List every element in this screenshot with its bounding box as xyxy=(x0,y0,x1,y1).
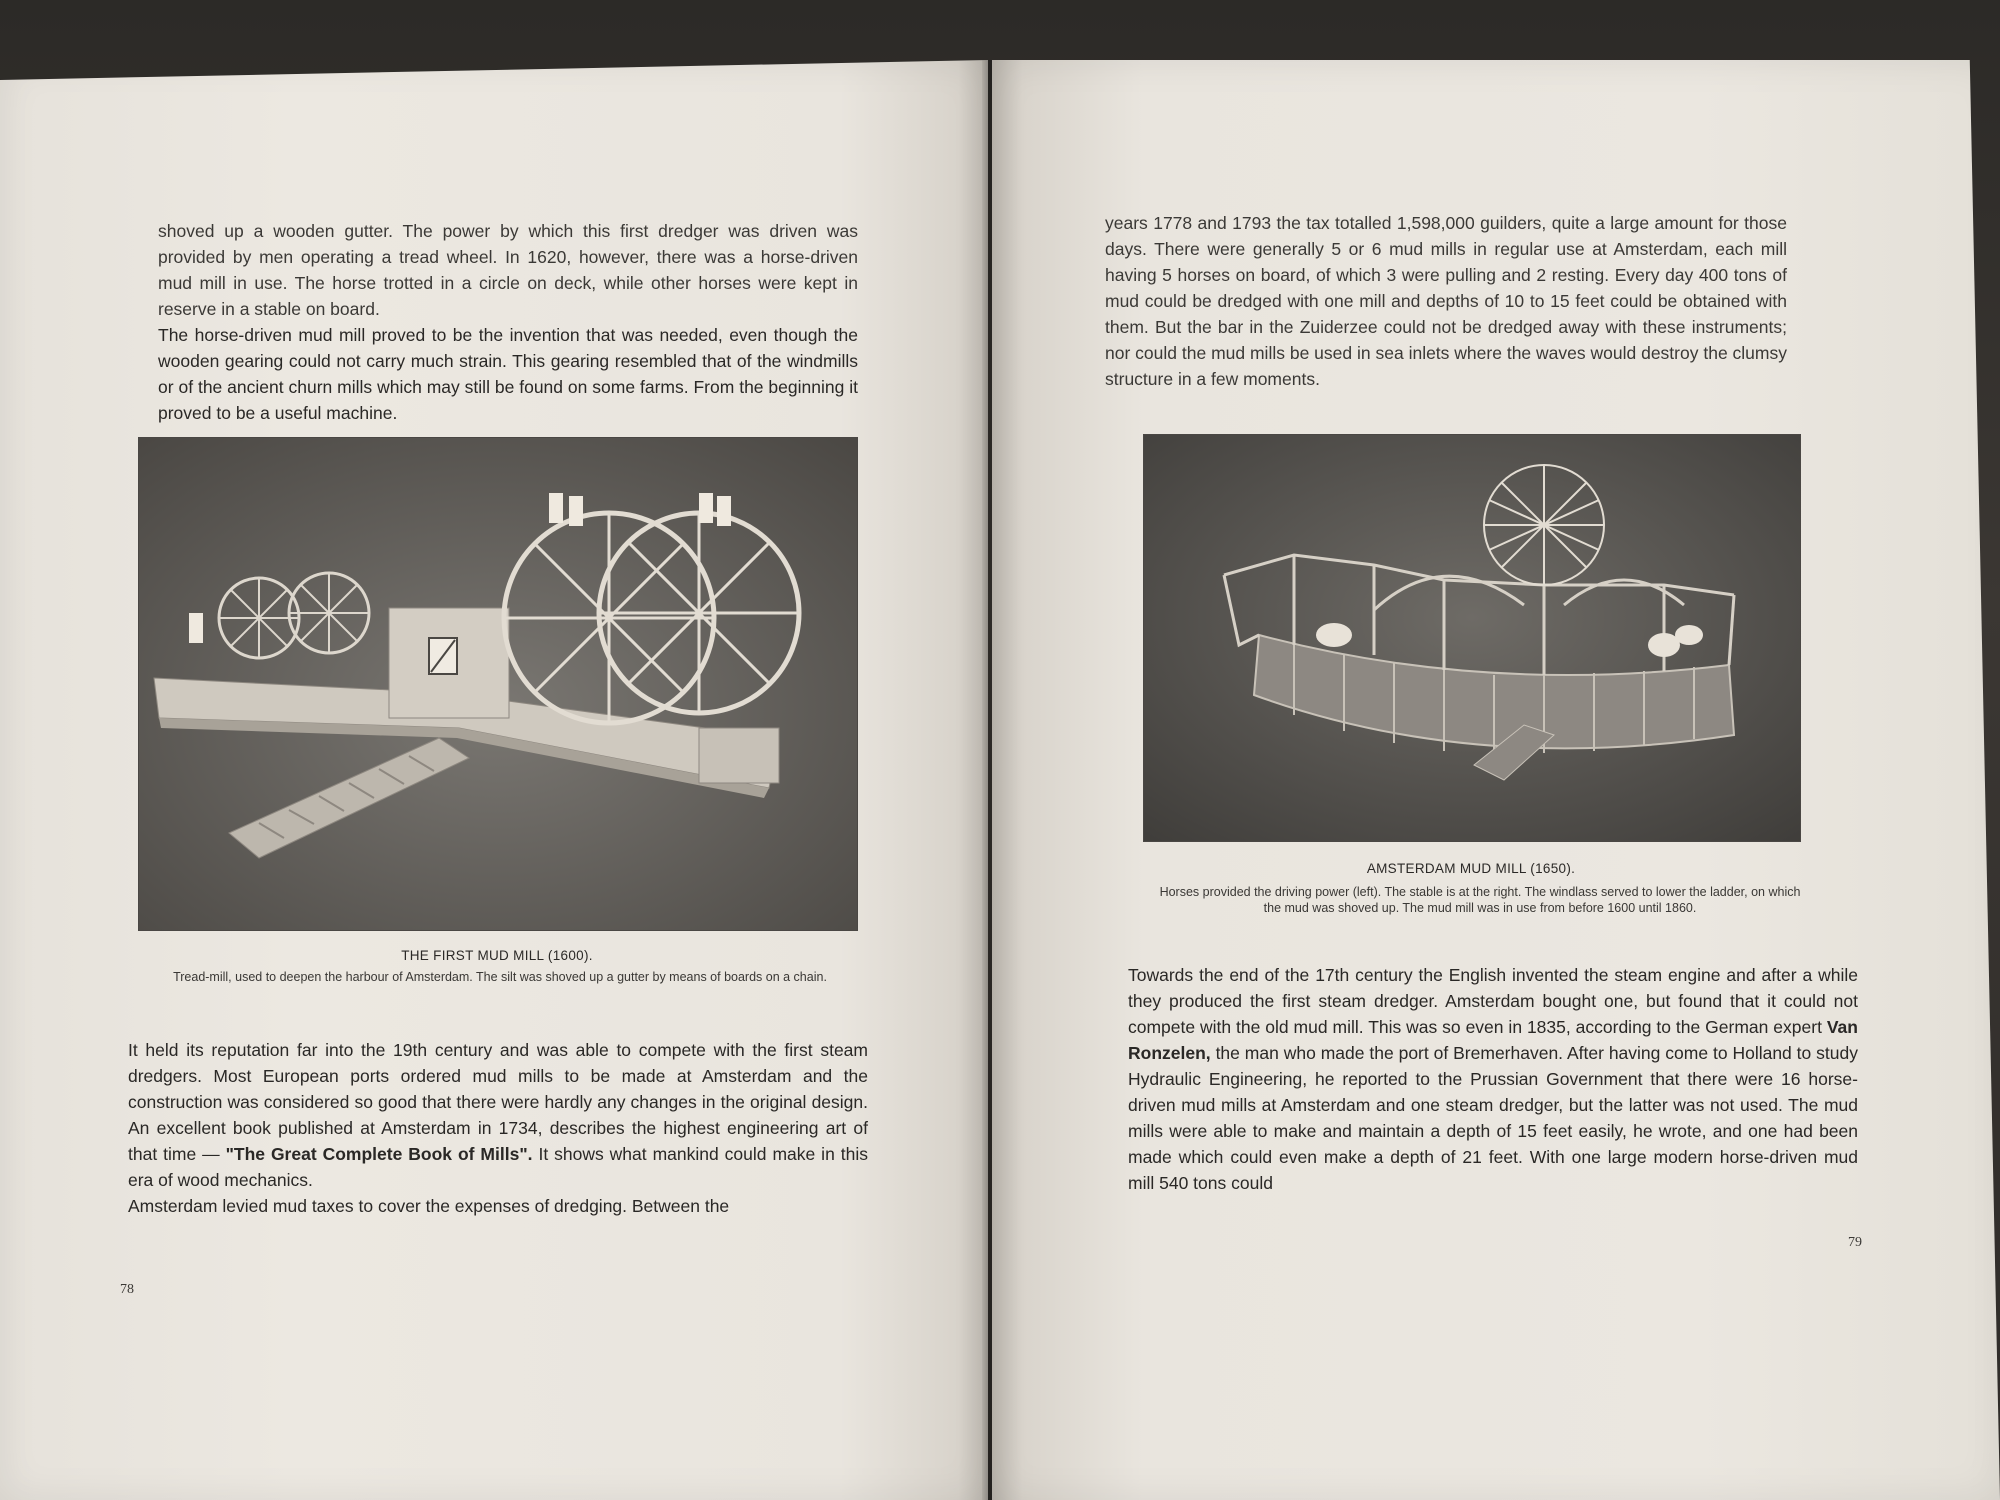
left-paragraph-2: The horse-driven mud mill proved to be the invention that was needed, even though the wooden gearing could not carry much strain. This gearing resembled that of the windmills or of the ancient churn mills which may still be found on some farms. From the beginning it proved to be a useful machine. xyxy=(158,325,858,423)
left-top-text xyxy=(158,218,858,426)
figure-amsterdam-mud-mill xyxy=(1143,434,1801,842)
left-page-number: 78 xyxy=(120,1282,134,1297)
right-top-text xyxy=(1105,210,1787,392)
left-paragraph-3-end: It shows what mankind could make in this era of wood mechanics. xyxy=(128,1144,868,1190)
right-figure-caption: Horses provided the driving power (left). The stable is at the right. The windlass served to lower the ladder, on which the mud was shoved up. The mud mill was in use from before 1600 until 1860. xyxy=(1159,885,1801,915)
right-figure-title: AMSTERDAM MUD MILL (1650). xyxy=(1366,861,1576,876)
right-paragraph-1: years 1778 and 1793 the tax totalled 1,598,000 guilders, quite a large amount for those days. There were generally 5 or 6 mud mills in regular use at Amsterdam, each mill having 5 horses on board, of which 3 were pulling and 2 resting. Every day 400 tons of mud could be dredged with one mill and depths of 10 to 15 feet could be obtained with them. But the bar in the Zuiderzee could not be dredged away with these instruments; nor could the mud mills be used in sea inlets where the waves would destroy the clumsy structure in a few moments. xyxy=(1105,213,1787,389)
book-title: "The Great Complete Book of Mills". xyxy=(225,1144,533,1164)
left-paragraph-3: It held its reputation far into the 19th century and was able to compete with the first steam dredgers. Most European ports ordered mud mills to be made at Amsterdam and the construction was considered so good that there were hardly any changes in the original design. An excellent book published at Amsterdam in 1734, describes the highest engineering art of that time — xyxy=(128,1040,868,1164)
figure-first-mud-mill xyxy=(138,437,858,931)
amsterdam-mud-mill-photo xyxy=(1144,435,1800,841)
left-paragraph-4: Amsterdam levied mud taxes to cover the expenses of dredging. Between the xyxy=(128,1196,730,1216)
right-paragraph-2: Towards the end of the 17th century the English invented the steam engine and after a while they produced the first steam dredger. Amsterdam bought one, but found that it could not compete with the old mud mill. This was so even in 1835, according to the German expert xyxy=(1128,965,1858,1037)
right-bottom-text xyxy=(1128,962,1858,1196)
left-figure-title: THE FIRST MUD MILL (1600). xyxy=(401,948,593,963)
left-figure-caption: Tread-mill, used to deepen the harbour of Amsterdam. The silt was shoved up a gutter by means of boards on a chain. xyxy=(173,970,827,984)
right-page-number: 79 xyxy=(1848,1235,1862,1250)
left-bottom-text xyxy=(128,1037,868,1219)
first-mud-mill-photo xyxy=(139,438,857,930)
expert-name: Van Ronzelen, xyxy=(1128,1017,1858,1063)
right-paragraph-2-end: the man who made the port of Bremerhaven. After having come to Holland to study Hydraulic Engineering, he reported to the Prussian Government that there were 16 horse-driven mud mills at Amsterdam and one steam dredger, but the latter was not used. The mud mills were able to make and maintain a depth of 15 feet easily, he wrote, and one had been made which could even make a depth of 21 feet. With one large modern horse-driven mud mill 540 tons could xyxy=(1128,1043,1858,1193)
left-paragraph-1: shoved up a wooden gutter. The power by which this first dredger was driven was provided by men operating a tread wheel. In 1620, however, there was a horse-driven mud mill in use. The horse trotted in a circle on deck, while other horses were kept in reserve in a stable on board. xyxy=(158,221,858,319)
